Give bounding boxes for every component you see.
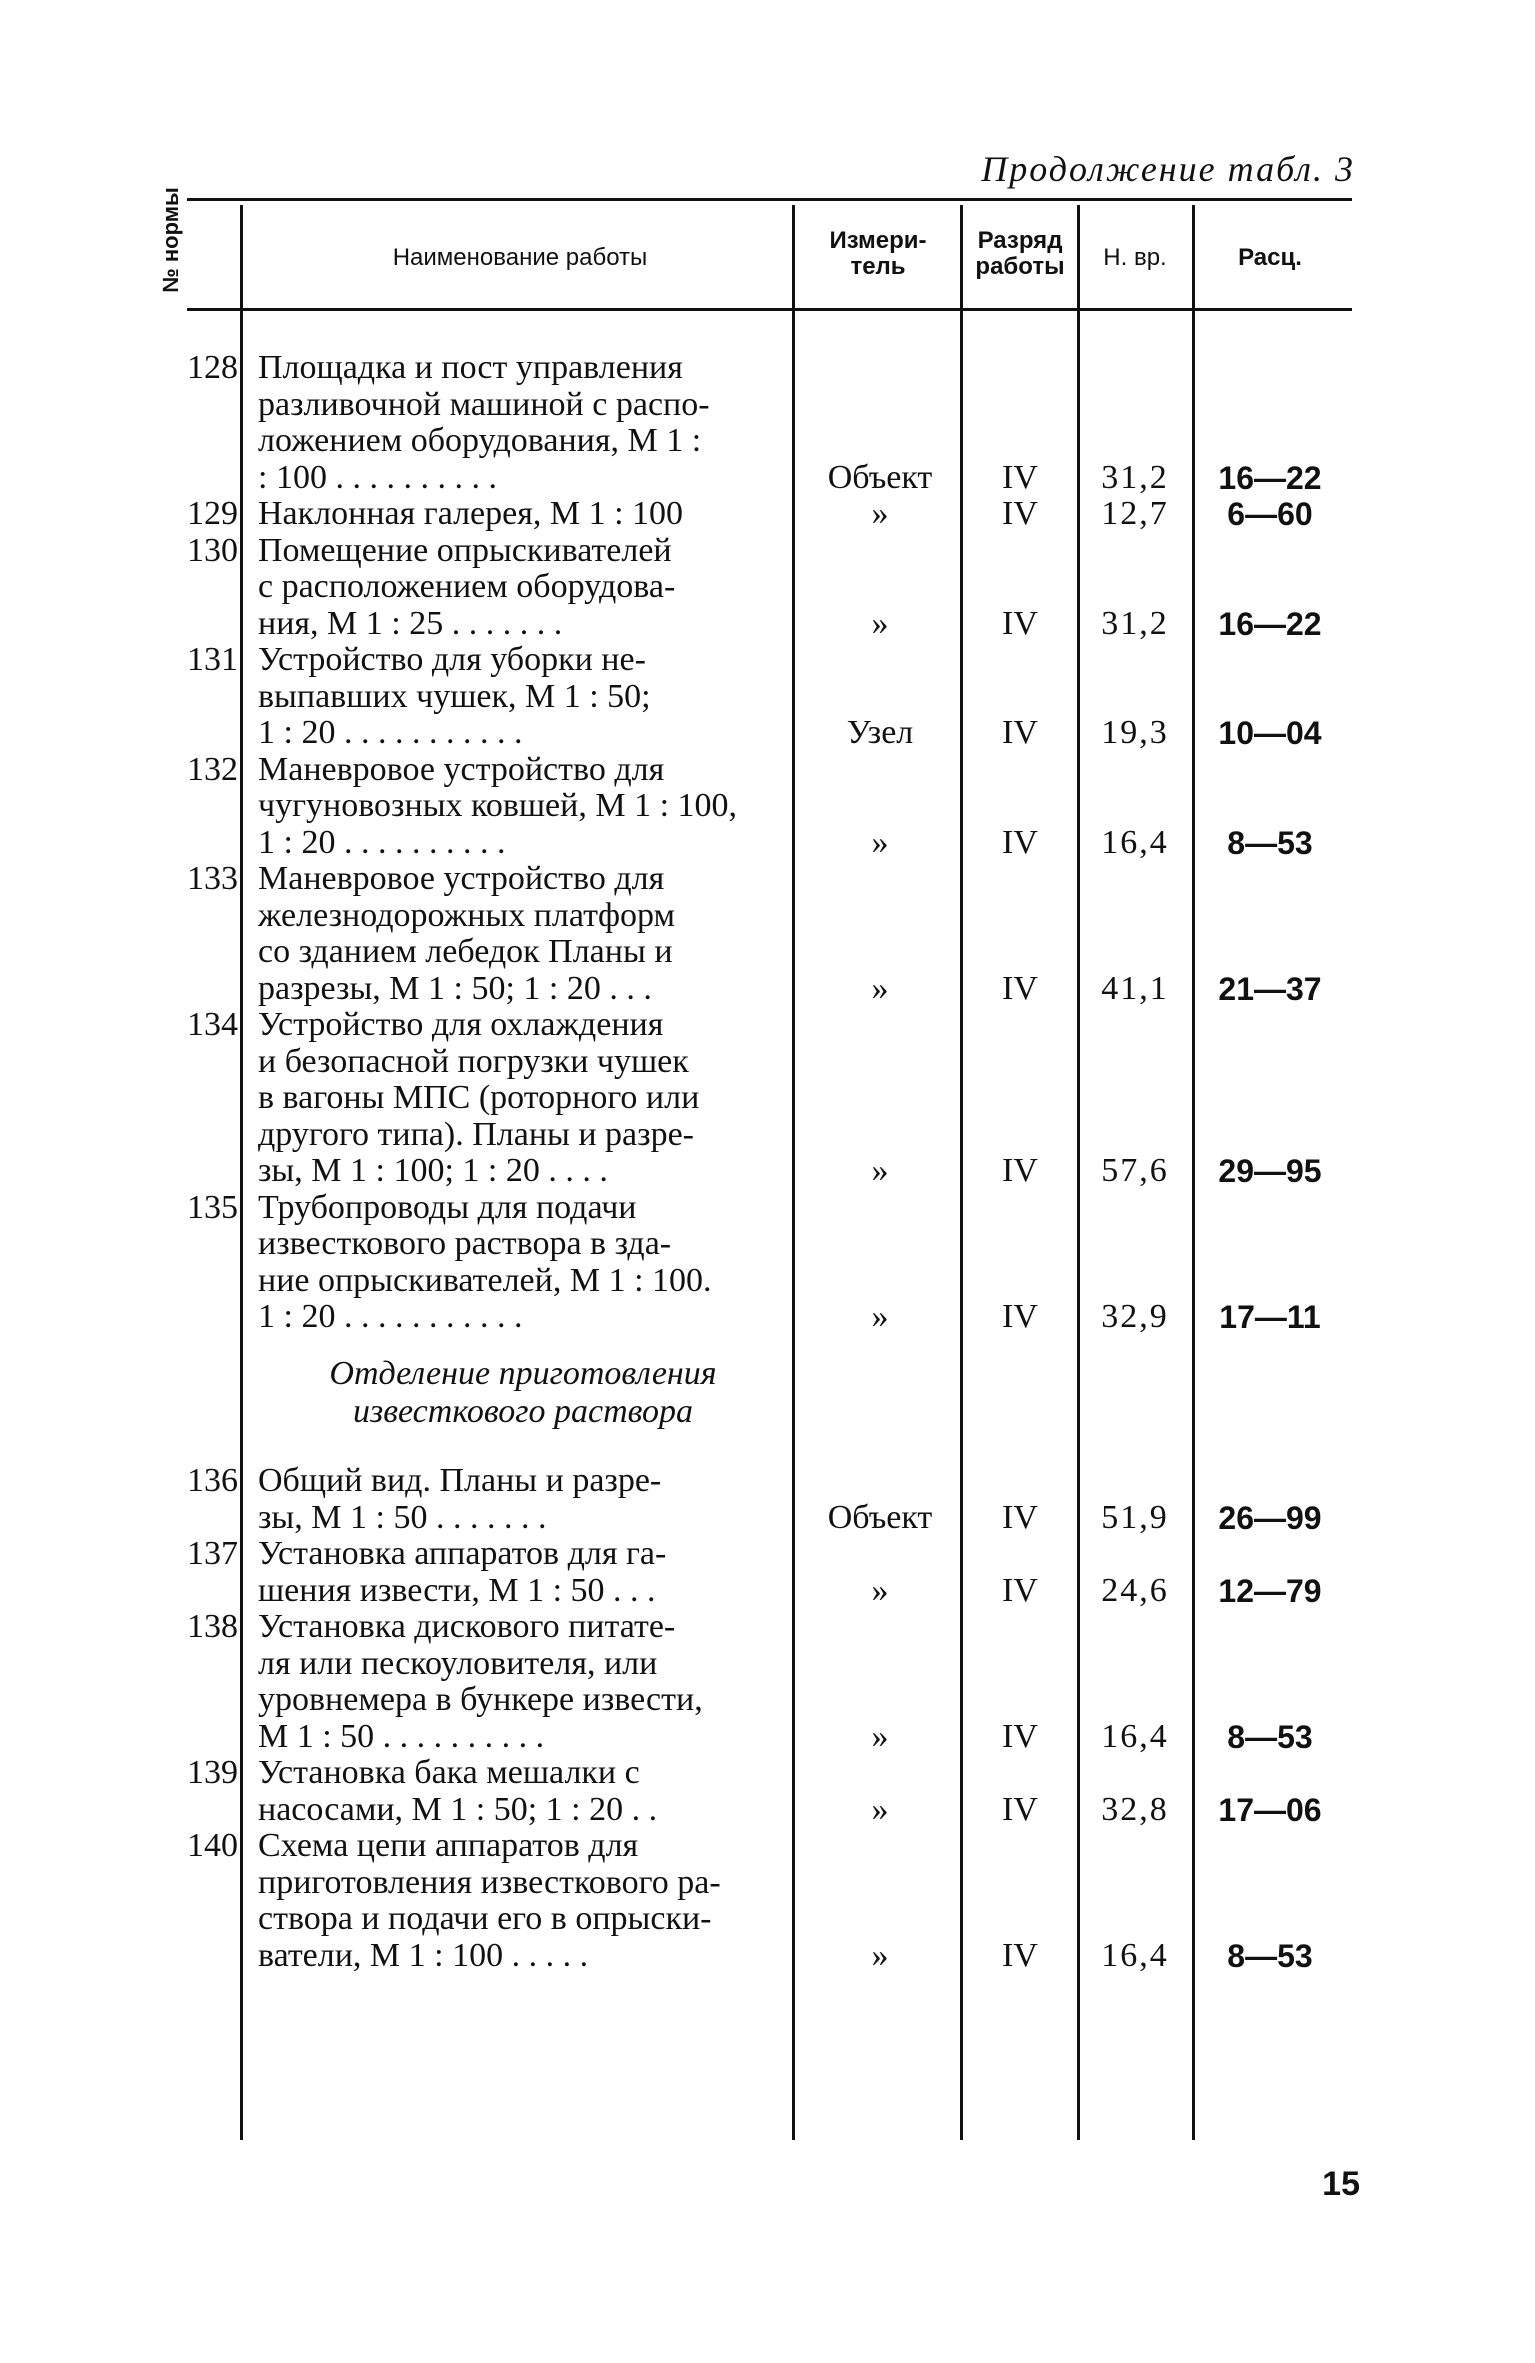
time-norm: 51,9	[1101, 1498, 1169, 1536]
description-line: со зданием лебедок Планы и	[258, 934, 673, 970]
work-grade: IV	[1002, 1152, 1038, 1189]
time-norm: 24,6	[1101, 1571, 1169, 1609]
description-line: чугуновозных ковшей, М 1 : 100,	[258, 788, 738, 824]
measure-unit: »	[871, 1571, 889, 1609]
description-line: ватели, М 1 : 100 . . . . .	[258, 1937, 589, 1974]
col-divider-3	[960, 205, 963, 2140]
header-hours: Н. вр.	[1103, 244, 1167, 271]
work-grade: IV	[1002, 1298, 1038, 1335]
description-line: ля или пескоуловителя, или	[258, 1645, 658, 1682]
time-norm: 32,9	[1101, 1298, 1169, 1335]
work-description	[258, 350, 788, 496]
description-line: другого типа). Планы и разре-	[258, 1116, 694, 1153]
work-grade: IV	[1002, 1717, 1038, 1755]
description-line: зы, М 1 : 100; 1 : 20 . . . .	[258, 1153, 608, 1189]
description-line: разрезы, М 1 : 50; 1 : 20 . . .	[258, 970, 652, 1007]
work-description	[258, 1463, 788, 1536]
description-line: приготовления известкового ра-	[258, 1864, 721, 1901]
description-line: Устройство для охлаждения	[258, 1007, 664, 1043]
time-norm: 41,1	[1101, 969, 1169, 1007]
page-number: 15	[1322, 2165, 1360, 2203]
header-grade: Разряд работы	[975, 227, 1065, 280]
work-description	[258, 1190, 788, 1336]
rate-value: 26—99	[1218, 1499, 1322, 1536]
norm-number: 128	[187, 349, 238, 386]
rate-value: 8—53	[1227, 824, 1313, 861]
description-line: зы, М 1 : 50 . . . . . . .	[258, 1499, 547, 1536]
header-work-name: Наименование работы	[392, 244, 648, 271]
description-line: с расположением оборудова-	[258, 569, 676, 605]
col-divider-5	[1192, 205, 1195, 2140]
measure-unit: »	[871, 1790, 889, 1828]
work-description	[258, 861, 788, 1007]
description-line: в вагоны МПС (роторного или	[258, 1080, 700, 1116]
measure-unit: »	[871, 604, 889, 642]
rate-value: 16—22	[1218, 605, 1322, 642]
measure-unit: »	[871, 1152, 889, 1189]
time-norm: 16,4	[1101, 1936, 1169, 1974]
time-norm: 32,8	[1101, 1790, 1169, 1828]
description-line: Наклонная галерея, М 1 : 100	[258, 496, 684, 532]
norm-number: 133	[187, 860, 238, 897]
measure-unit: »	[871, 1936, 889, 1974]
section-title-line-1: Отделение приготовления	[329, 1355, 717, 1392]
description-line: Схема цепи аппаратов для	[258, 1828, 639, 1864]
description-line: ложением оборудования, М 1 :	[258, 423, 702, 459]
norm-number: 135	[187, 1188, 238, 1226]
rate-value: 17—06	[1218, 1791, 1322, 1828]
norm-number: 130	[187, 531, 238, 569]
measure-unit: Объект	[827, 1498, 933, 1536]
description-line: Общий вид. Планы и разре-	[258, 1463, 662, 1499]
col-divider-2	[792, 205, 795, 2140]
description-line: ние опрыскивателей, М 1 : 100.	[258, 1262, 712, 1299]
rate-value: 8—53	[1227, 1937, 1313, 1974]
description-line: шения извести, М 1 : 50 . . .	[258, 1572, 656, 1609]
work-grade: IV	[1002, 604, 1038, 642]
description-line: створа и подачи его в опрыски-	[258, 1901, 712, 1937]
work-grade: IV	[1002, 1498, 1038, 1536]
description-line: Трубопроводы для подачи	[258, 1189, 637, 1226]
table-header-rule	[187, 308, 1352, 311]
description-line: Установка бака мешалки с	[258, 1755, 640, 1791]
table-top-rule	[187, 198, 1352, 201]
measure-unit: Узел	[846, 714, 914, 751]
measure-unit: »	[871, 969, 889, 1007]
measure-unit: »	[871, 1717, 889, 1755]
norm-number: 136	[187, 1462, 238, 1499]
header-unit: Измери-тель	[829, 227, 927, 280]
work-description	[258, 642, 788, 752]
work-grade: IV	[1002, 1571, 1038, 1609]
rate-value: 21—37	[1218, 970, 1322, 1007]
norm-number: 137	[187, 1535, 238, 1572]
work-description	[258, 1609, 788, 1755]
continuation-label: Продолжение табл. 3	[981, 149, 1355, 189]
description-line: Помещение опрыскивателей	[258, 532, 672, 569]
time-norm: 16,4	[1101, 823, 1169, 861]
work-grade: IV	[1002, 458, 1038, 496]
work-grade: IV	[1002, 495, 1038, 532]
work-grade: IV	[1002, 823, 1038, 861]
description-line: известкового раствора в зда-	[258, 1226, 672, 1262]
header-rate: Расц.	[1238, 244, 1302, 271]
description-line: Маневровое устройство для	[258, 751, 665, 788]
work-description	[258, 533, 788, 643]
norm-number: 131	[187, 641, 238, 678]
rate-value: 17—11	[1219, 1299, 1321, 1335]
time-norm: 31,2	[1101, 604, 1169, 642]
description-line: уровнемера в бункере извести,	[258, 1682, 703, 1718]
work-description	[258, 1828, 788, 1974]
description-line: Площадка и пост управления	[258, 350, 683, 386]
norm-number: 129	[187, 495, 238, 532]
work-description	[258, 496, 788, 533]
norm-number: 132	[187, 750, 238, 788]
measure-unit: »	[871, 495, 889, 532]
description-line: выпавших чушек, М 1 : 50;	[258, 678, 651, 715]
header-norm-number: № нормы	[158, 187, 183, 293]
work-grade: IV	[1002, 969, 1038, 1007]
rate-value: 8—53	[1227, 1718, 1313, 1755]
description-line: 1 : 20 . . . . . . . . . .	[258, 824, 506, 861]
description-line: насосами, М 1 : 50; 1 : 20 . .	[258, 1791, 658, 1828]
description-line: ния, М 1 : 25 . . . . . . .	[258, 605, 563, 642]
description-line: железнодорожных платформ	[258, 897, 675, 934]
norm-number: 138	[187, 1608, 238, 1645]
measure-unit: »	[871, 823, 889, 861]
section-title-line-2: известкового раствора	[353, 1393, 693, 1430]
work-description	[258, 1007, 788, 1190]
work-description	[258, 1755, 788, 1828]
description-line: 1 : 20 . . . . . . . . . . .	[258, 1299, 523, 1335]
rate-value: 29—95	[1218, 1153, 1322, 1189]
work-grade: IV	[1002, 1790, 1038, 1828]
rate-value: 12—79	[1218, 1572, 1322, 1609]
rate-value: 16—22	[1218, 459, 1322, 496]
description-line: М 1 : 50 . . . . . . . . . .	[258, 1718, 545, 1755]
rate-value: 6—60	[1227, 496, 1313, 532]
description-line: 1 : 20 . . . . . . . . . . .	[258, 715, 523, 751]
time-norm: 31,2	[1101, 458, 1169, 496]
section-title	[258, 1355, 788, 1431]
col-divider-1	[240, 205, 243, 2140]
description-line: Маневровое устройство для	[258, 861, 665, 897]
time-norm: 57,6	[1101, 1152, 1169, 1189]
norm-number: 140	[187, 1827, 238, 1864]
description-line: разливочной машиной с распо-	[258, 386, 710, 423]
measure-unit: »	[871, 1298, 889, 1335]
measure-unit: Объект	[827, 458, 933, 496]
time-norm: 16,4	[1101, 1717, 1169, 1755]
description-line: Установка дискового питате-	[258, 1609, 676, 1645]
description-line: Установка аппаратов для га-	[258, 1536, 667, 1572]
norm-number: 139	[187, 1754, 238, 1791]
work-description	[258, 1536, 788, 1609]
rate-value: 10—04	[1218, 715, 1322, 751]
work-description	[258, 752, 788, 862]
description-line: и безопасной погрузки чушек	[258, 1043, 689, 1080]
description-line: Устройство для уборки не-	[258, 642, 646, 678]
time-norm: 19,3	[1101, 714, 1169, 751]
work-grade: IV	[1002, 714, 1038, 751]
norm-number: 134	[187, 1006, 238, 1043]
description-line: : 100 . . . . . . . . . .	[258, 459, 497, 496]
time-norm: 12,7	[1101, 495, 1169, 532]
work-grade: IV	[1002, 1936, 1038, 1974]
